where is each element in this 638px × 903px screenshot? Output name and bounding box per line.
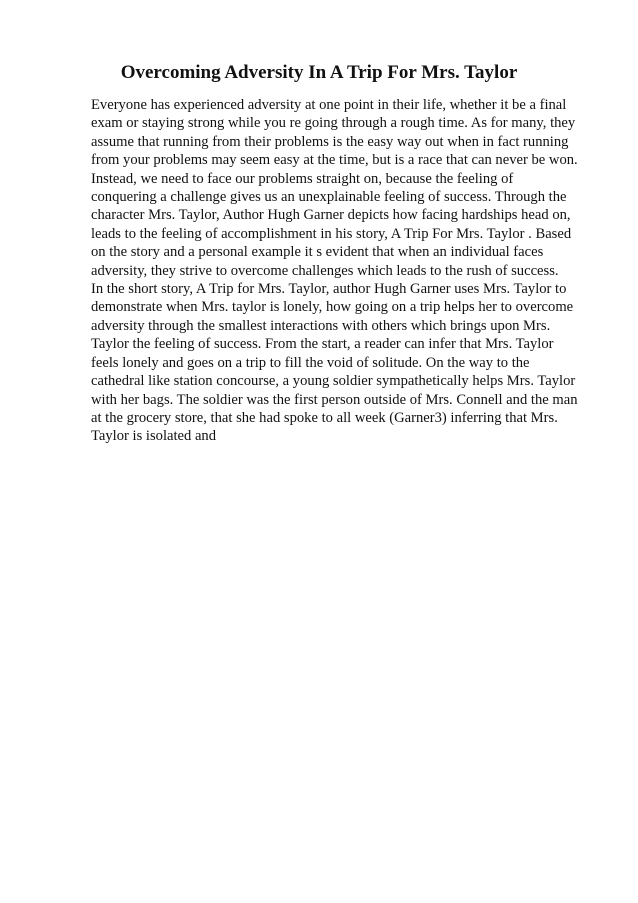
body-line: cathedral like station concourse, a young soldier sympathetically helps Mrs. Taylor bbox=[91, 373, 576, 390]
body-line: demonstrate when Mrs. taylor is lonely, how going on a trip helps her to overcome bbox=[91, 299, 574, 316]
body-line: In the short story, A Trip for Mrs. Taylor, author Hugh Garner uses Mrs. Taylor to bbox=[91, 281, 567, 298]
body-line: at the grocery store, that she had spoke to all week (Garner3) inferring that Mrs. bbox=[91, 409, 558, 426]
body-line: Instead, we need to face our problems straight on, because the feeling of bbox=[91, 170, 514, 187]
body-line: character Mrs. Taylor, Author Hugh Garner depicts how facing hardships head on, bbox=[91, 207, 571, 224]
body-line: from your problems may seem easy at the time, but is a race that can never be won. bbox=[91, 152, 578, 169]
body-line: adversity through the smallest interactions with others which brings upon Mrs. bbox=[91, 317, 551, 334]
body-line: on the story and a personal example it s evident that when an individual faces bbox=[91, 244, 544, 261]
document-title: Overcoming Adversity In A Trip For Mrs. Taylor bbox=[120, 62, 518, 83]
body-line: Taylor is isolated and bbox=[91, 428, 217, 445]
document-body bbox=[91, 96, 591, 446]
body-line: exam or staying strong while you re going through a rough time. As for many, they bbox=[91, 115, 576, 132]
body-line: conquering a challenge gives us an unexplainable feeling of success. Through the bbox=[91, 189, 567, 206]
body-line: Taylor the feeling of success. From the start, a reader can infer that Mrs. Taylor bbox=[91, 336, 554, 353]
body-line: Everyone has experienced adversity at one point in their life, whether it be a final bbox=[91, 97, 567, 113]
body-line: adversity, they strive to overcome challenges which leads to the rush of success. bbox=[91, 262, 559, 279]
body-line: assume that running from their problems is the easy way out when in fact running bbox=[91, 133, 569, 150]
body-line: feels lonely and goes on a trip to fill the void of solitude. On the way to the bbox=[91, 354, 530, 371]
body-line: with her bags. The soldier was the first person outside of Mrs. Connell and the man bbox=[91, 391, 578, 408]
body-line: leads to the feeling of accomplishment in his story, A Trip For Mrs. Taylor . Based bbox=[91, 225, 572, 242]
